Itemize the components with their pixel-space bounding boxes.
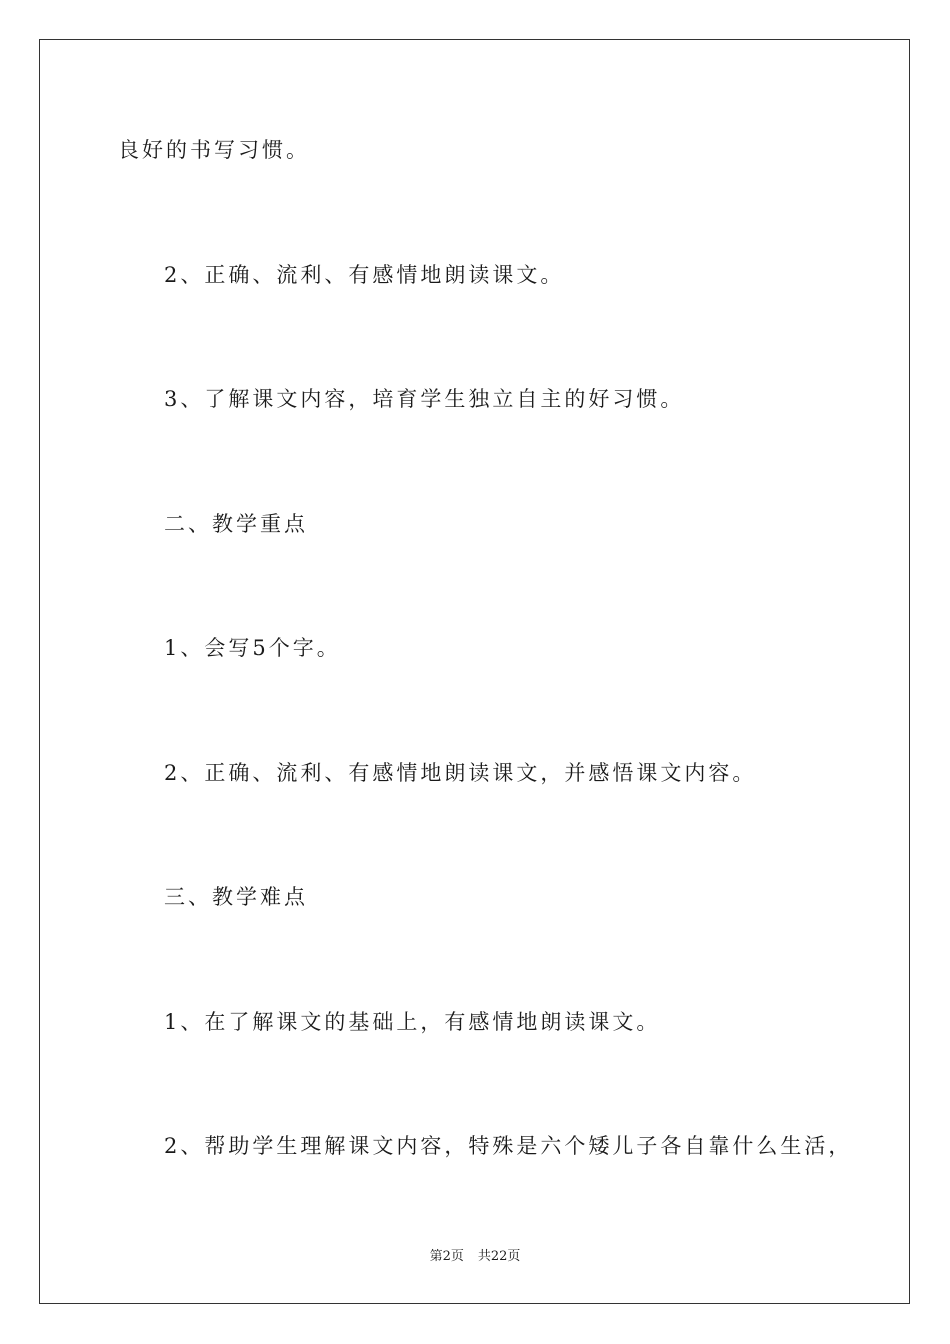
- page-number: 第2页: [429, 1249, 464, 1264]
- page-footer: [0, 1250, 950, 1263]
- paragraph-line: 1、在了解课文的基础上，有感情地朗读课文。: [164, 1010, 661, 1034]
- page-total: 共22页: [477, 1249, 521, 1264]
- page-border: [39, 39, 910, 1304]
- paragraph-line: 良好的书写习惯。: [118, 138, 310, 162]
- paragraph-line: 3、了解课文内容，培育学生独立自主的好习惯。: [164, 387, 685, 411]
- paragraph-line: 1、会写5个字。: [164, 636, 341, 660]
- section-heading: 二、教学重点: [164, 512, 308, 536]
- paragraph-line: 2、正确、流利、有感情地朗读课文，并感悟课文内容。: [164, 761, 757, 785]
- paragraph-line: 2、帮助学生理解课文内容，特殊是六个矮儿子各自靠什么生活，: [164, 1134, 853, 1158]
- section-heading: 三、教学难点: [164, 885, 308, 909]
- paragraph-line: 2、正确、流利、有感情地朗读课文。: [164, 263, 565, 287]
